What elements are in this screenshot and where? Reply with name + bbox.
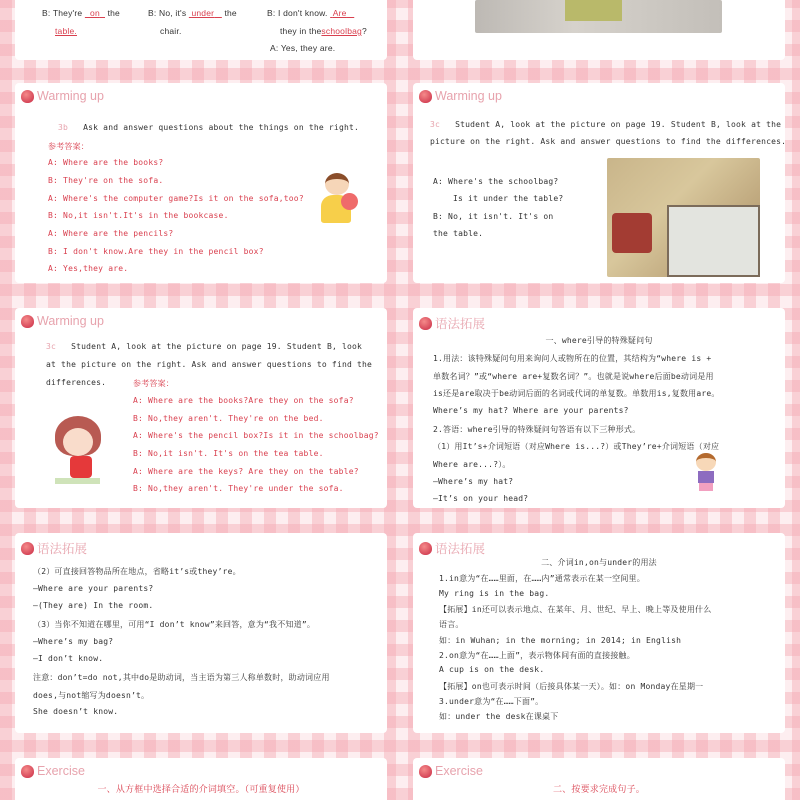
photo-book [565,0,622,21]
line: —(They are) In the room. [33,601,154,610]
text: B: I don't know. Are [267,8,347,18]
logo-icon [419,765,432,778]
slide-title: Warming up [21,314,104,328]
slide-title: Exercise [419,764,483,778]
line: —Where are your parents? [33,584,154,593]
section-heading: 二、按要求完成句子。 [552,785,645,795]
line: A: Where's the pencil box?Is it in the schoolbag? [133,431,379,440]
slide-5[interactable] [413,308,785,508]
line: is还是are取决于be动词后面的名词或代词的单复数。单数用is,复数用are。 [433,389,720,398]
photo [475,0,722,33]
line: （2）可直接回答物品所在地点，省略it’s或they’re。 [33,567,241,576]
logo-icon [21,542,34,555]
line: A: Where are the keys? Are they on the table? [133,467,359,476]
text: B: They're on the [42,8,120,18]
logo-icon [21,315,34,328]
slide-7[interactable] [413,533,785,733]
slide-8[interactable] [15,758,387,800]
logo-icon [419,90,432,103]
text: B: No, it's under the [148,8,237,18]
slide-title: 语法拓展 [419,314,485,332]
girl-illustration [313,173,373,243]
slide-1b[interactable] [413,0,785,60]
logo-icon [21,90,34,103]
line: 如：under the desk在课桌下 [439,712,559,721]
instruction: at the picture on the right. Ask and answer questions to find the [46,360,373,369]
slide-1[interactable] [15,0,387,60]
section-heading: 二、介词in,on与under的用法 [541,558,657,567]
slide-title: 语法拓展 [21,539,87,557]
line: Where are...?）。 [433,460,511,469]
slide-title: Warming up [21,89,104,103]
instruction: 3c Student A, look at the picture on page 19. Student B, look at the [430,120,782,129]
line: the table. [433,229,484,238]
answer-label: 参考答案： [133,379,174,388]
line: 如：in Wuhan; in the morning; in 2014; in English [439,636,682,645]
line: 3.under意为“在……下面”。 [439,697,544,706]
line: B: No,it isn't. It's on the tea table. [133,449,324,458]
slide-4[interactable] [15,308,387,508]
line: B: They're on the sofa. [48,176,164,185]
line: She doesn’t know. [33,707,119,716]
thinking-girl-illustration [50,416,115,488]
logo-icon [419,542,432,555]
line: Where’s my hat? Where are your parents? [433,406,629,415]
line: My ring is in the bag. [439,589,550,598]
line: —It’s on your head? [433,494,529,503]
line: B: No,it isn't.It's in the bookcase. [48,211,229,220]
instruction: picture on the right. Ask and answer questions to find the differences. [430,137,787,146]
slide-9[interactable] [413,758,785,800]
line: A: Where's the computer game?Is it on the sofa,too? [48,194,304,203]
line: —I don’t know. [33,654,104,663]
line: （1）用It’s+介词短语（对应Where is...?）或They’re+介词短语（对应 [433,442,720,451]
line: 【拓展】in还可以表示地点、在某年、月、世纪、早上、晚上等及使用什么 [439,605,712,614]
child-illustration [690,453,725,498]
line: 注意：don’t=do not,其中do是助动词，当主语为第三人称单数时，助动词应用 [33,673,330,682]
instruction: 3c Student A, look at the picture on page 19. Student B, look [46,342,363,351]
line: —Where’s my hat? [433,477,514,486]
slide-6[interactable] [15,533,387,733]
line: A: Where are the books?Are they on the sofa? [133,396,354,405]
line: —Where’s my bag? [33,637,114,646]
text: table. [55,26,77,36]
line: 2.on意为“在……上面”，表示物体间有面的直接接触。 [439,651,635,660]
line: B: No,they aren't. They're on the bed. [133,414,324,423]
slide-title: Warming up [419,89,502,103]
line: B: I don't know.Are they in the pencil box? [48,247,264,256]
line: B: No, it isn't. It's on [433,212,554,221]
line: A: Yes,they are. [48,264,129,273]
slide-title: 语法拓展 [419,539,485,557]
line: 【拓展】on也可表示时间（后接具体某一天）。如：on Monday在星期一 [439,682,704,691]
line: 1.用法：该特殊疑问句用来询问人或物所在的位置，其结构为“where is + [433,354,712,363]
line: A: Where are the books? [48,158,164,167]
line: A: Where are the pencils? [48,229,174,238]
slide-2[interactable] [15,83,387,283]
section-heading: 一、where引导的特殊疑问句 [545,336,653,345]
line: 1.in意为“在……里面，在……内”通常表示在某一空间里。 [439,574,645,583]
line: does,与not缩写为doesn’t。 [33,691,150,700]
line: 2.答语：where引导的特殊疑问句答语有以下三种形式。 [433,425,641,434]
logo-icon [419,317,432,330]
line: A: Where's the schoolbag? [433,177,559,186]
line: A cup is on the desk. [439,665,545,674]
instruction: differences. [46,378,107,387]
section-heading: 一、从方框中选择合适的介词填空。（可重复使用） [97,785,305,795]
line: 语言。 [439,620,464,629]
slide-title: Exercise [21,764,85,778]
text: A: Yes, they are. [270,43,336,53]
answer-label: 参考答案： [48,142,89,151]
text: chair. [160,26,182,36]
line: （3）当你不知道在哪里，可用“I don’t know”来回答，意为“我不知道”。 [33,620,316,629]
line: B: No,they aren't. They're under the sofa. [133,484,344,493]
line: Is it under the table? [453,194,564,203]
logo-icon [21,765,34,778]
text: they in theschoolbag? [280,26,367,36]
slide-3[interactable] [413,83,785,283]
classroom-picture [607,158,760,277]
instruction: 3b Ask and answer questions about the things on the right. [58,123,360,132]
line: 单数名词？”或“where are+复数名词？”。也就是说where后面be动词是用 [433,372,714,381]
